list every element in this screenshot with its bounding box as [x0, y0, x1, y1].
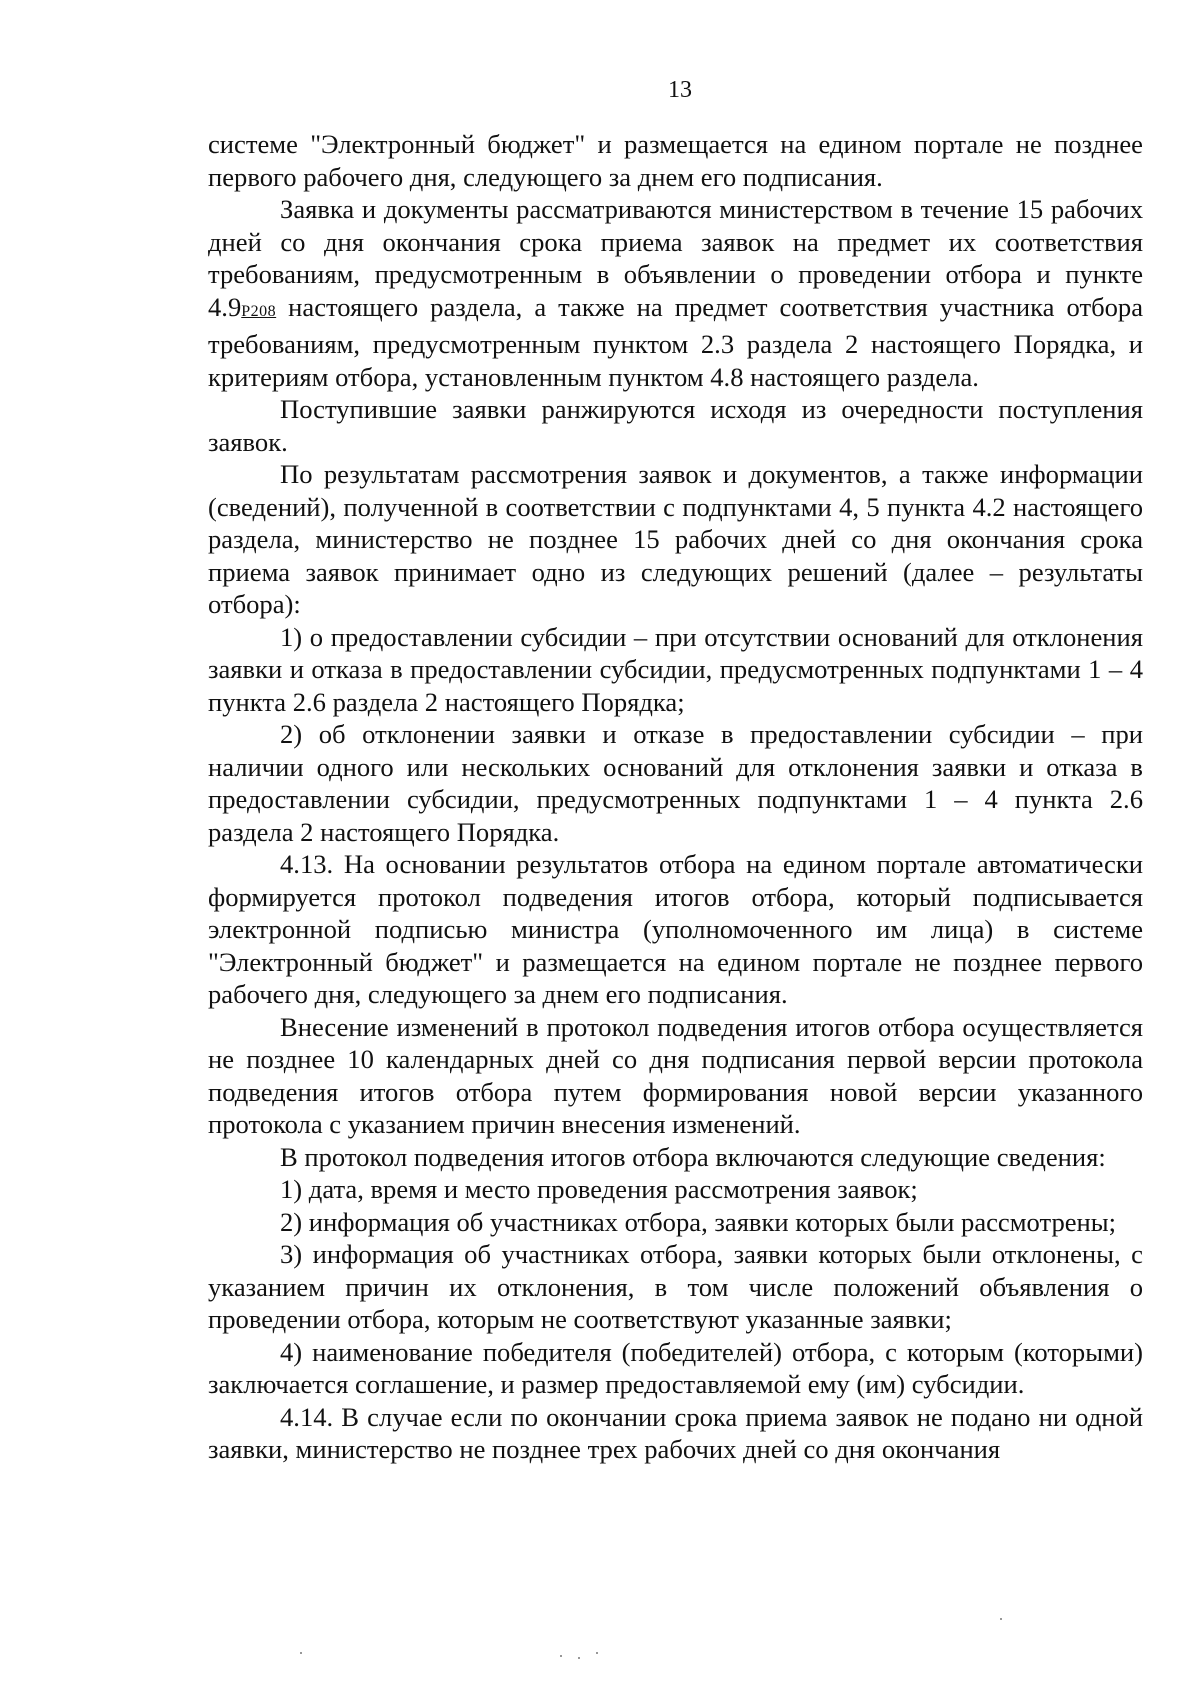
scan-speck — [596, 1652, 598, 1654]
page-number: 13 — [668, 77, 692, 103]
paragraph-application-review — [208, 193, 1143, 393]
paragraph-4-14: 4.14. В случае если по окончании срока приема заявок не подано ни одной заявки, министерство не позднее трех рабочих дней со дня окончания — [208, 1401, 1143, 1464]
scan-speck — [300, 1652, 302, 1654]
paragraph-protocol-contents: В протокол подведения итогов отбора включаются следующие сведения: — [280, 1141, 1106, 1172]
paragraph-4-13: 4.13. На основании результатов отбора на едином портале автоматически формируется протокол подведения итогов отбора, который подписывается электронной подписью министра (уполномоченного им лица) в системе "Электронный бюджет" и размещается на едином портале не позднее первого рабочего дня, следующего за днем его подписания. — [208, 849, 1143, 1009]
list-item: 1) о предоставлении субсидии – при отсутствии оснований для отклонения заявки и отказа в предоставлении субсидии, предусмотренных подпунктами 1 – 4 пункта 2.6 раздела 2 настоящего Порядка; — [208, 621, 1143, 717]
scan-speck — [560, 1655, 562, 1657]
list-item: 3) информация об участниках отбора, заявки которых были отклонены, с указанием причин их отклонения, в том числе положений объявления о проведении отбора, которым не соответствуют указанные заявки; — [208, 1239, 1143, 1334]
list-item: 2) об отклонении заявки и отказе в предоставлении субсидии – при наличии одного или нескольких оснований для отклонения заявки и отказа в предоставлении субсидии, предусмотренных подпунктами 1 – 4 пункта 2.6 раздела 2 настоящего Порядка. — [208, 719, 1143, 847]
document-body — [208, 128, 1143, 1466]
reference-mark: P208 — [241, 302, 277, 320]
list-item: 4) наименование победителя (победителей) отбора, с которым (которыми) заключается соглашение, и размер предоставляемой ему (им) субсидии. — [208, 1336, 1143, 1399]
paragraph-decision: По результатам рассмотрения заявок и документов, а также информации (сведений), полученной в соответствии с подпунктами 4, 5 пункта 4.2 настоящего раздела, министерство не позднее 15 рабочих дней со дня окончания срока приема заявок принимает одно из следующих решений (далее – результаты отбора): — [208, 459, 1143, 619]
list-item: 1) дата, время и место проведения рассмотрения заявок; — [280, 1174, 918, 1204]
scan-speck — [1000, 1618, 1002, 1620]
paragraph-text: настоящего раздела, а также на предмет соответствия участника отбора требованиям, предусмотренным пунктом 2.3 раздела 2 настоящего Порядка, и критериям отбора, установленным пунктом 4.8 настоящего раздела. — [208, 291, 1143, 392]
paragraph-ranking: Поступившие заявки ранжируются исходя из очередности поступления заявок. — [208, 394, 1143, 457]
paragraph-protocol-changes: Внесение изменений в протокол подведения итогов отбора осуществляется не позднее 10 календарных дней со дня подписания первой версии протокола подведения итогов отбора путем формирования новой версии указанного протокола с указанием причин внесения изменений. — [208, 1011, 1143, 1139]
scan-speck — [578, 1657, 580, 1659]
paragraph-continuation: системе "Электронный бюджет" и размещается на едином портале не позднее первого рабочего дня, следующего за днем его подписания. — [208, 129, 1143, 192]
paragraph-text: Заявка и документы рассматриваются министерством в течение 15 рабочих дней со дня окончания срока приема заявок на предмет их соответствия требованиям, предусмотренным в объявлении о проведении отбора и пункте 4.9 — [208, 194, 1143, 322]
list-item: 2) информация об участниках отбора, заявки которых были рассмотрены; — [280, 1206, 1117, 1237]
